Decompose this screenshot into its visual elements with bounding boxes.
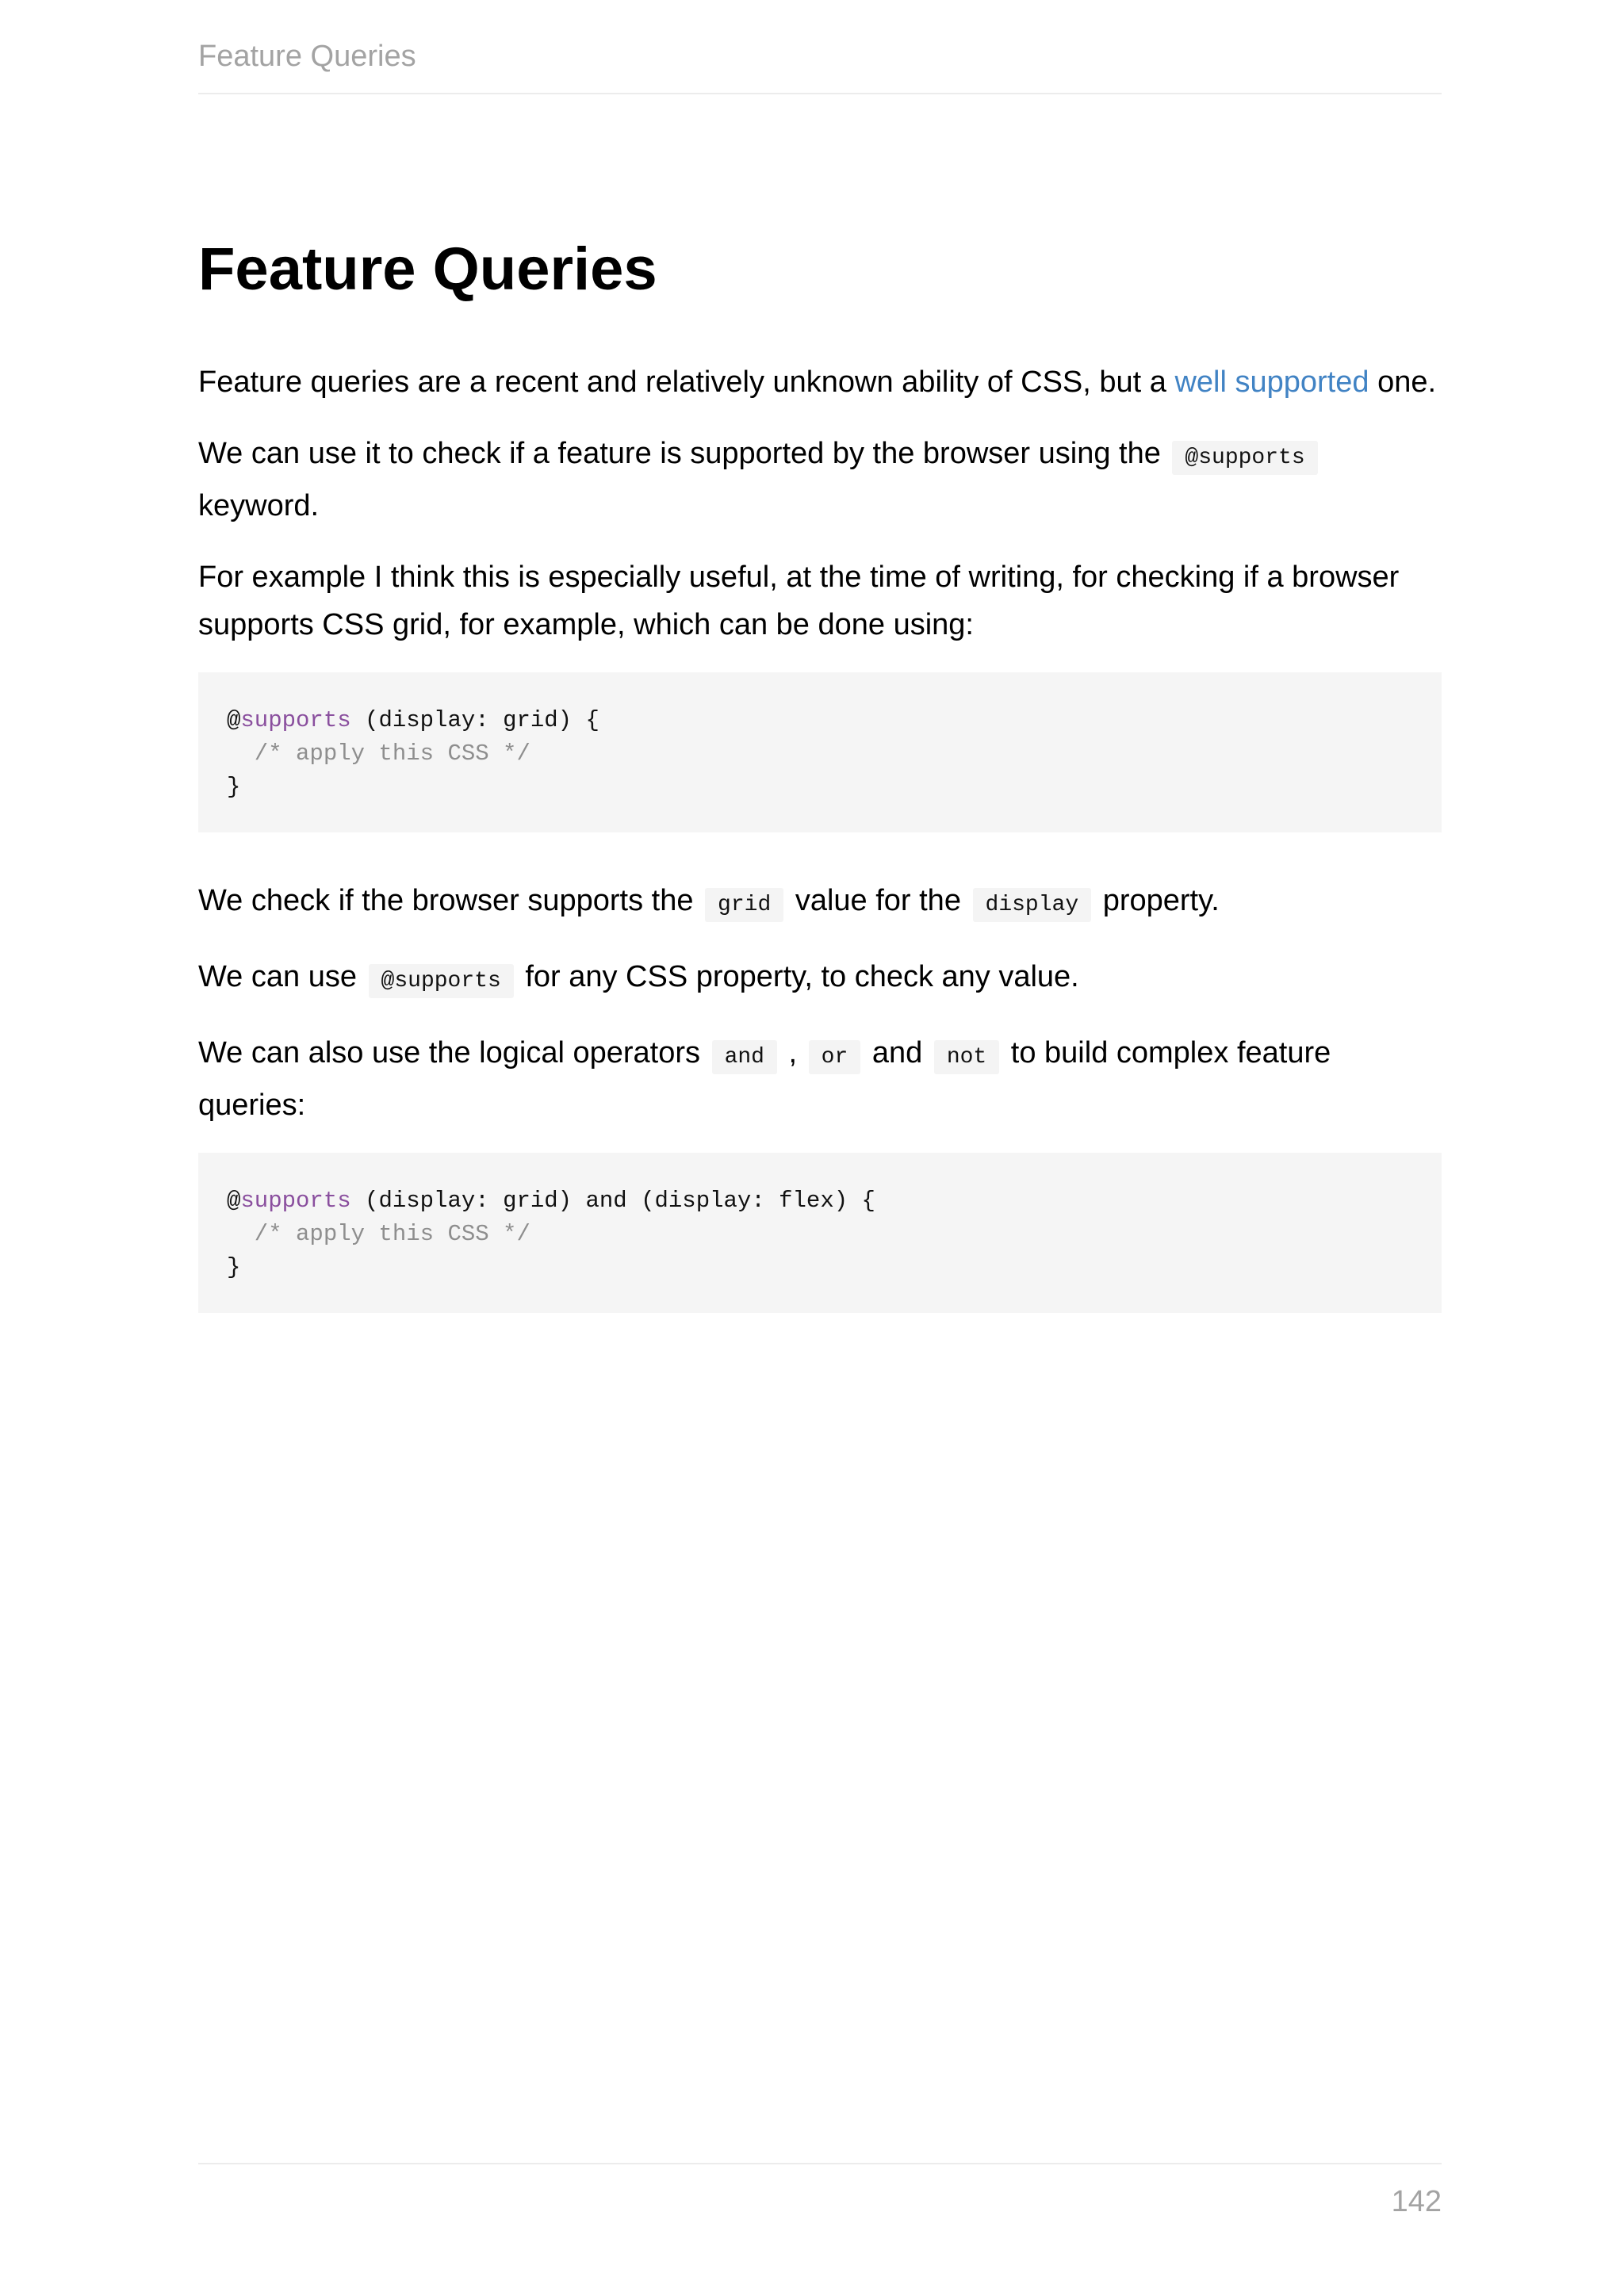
code-at-sign: @ bbox=[227, 1188, 241, 1214]
page bbox=[198, 0, 1442, 2296]
logical-operators-paragraph bbox=[198, 1029, 1442, 1129]
header-divider bbox=[198, 93, 1442, 94]
code-at-sign: @ bbox=[227, 707, 241, 733]
footer-divider bbox=[198, 2163, 1442, 2164]
page-title: Feature Queries bbox=[198, 235, 657, 303]
separator-and: and bbox=[864, 1036, 931, 1070]
paragraph-text-end: to build complex feature queries: bbox=[198, 1036, 1331, 1122]
article-content bbox=[198, 222, 1442, 1357]
page-number: 142 bbox=[1391, 2185, 1442, 2218]
supports-keyword-paragraph bbox=[198, 430, 1442, 530]
paragraph-text-end: for any CSS property, to check any value. bbox=[516, 960, 1079, 993]
code-keyword: supports bbox=[240, 707, 351, 733]
example-paragraph: For example I think this is especially useful, at the time of writing, for checking if a browser supports CSS grid, for example, which can be done using: bbox=[198, 561, 1400, 641]
paragraph-text-end: property. bbox=[1094, 884, 1220, 917]
any-property-paragraph bbox=[198, 953, 1442, 1005]
intro-text: Feature queries are a recent and relatively unknown ability of CSS, but a bbox=[198, 365, 1175, 399]
code-block-grid-and-flex bbox=[198, 1153, 1442, 1313]
inline-code-and: and bbox=[712, 1040, 777, 1074]
paragraph-text: We can also use the logical operators bbox=[198, 1036, 709, 1070]
code-closing-brace: } bbox=[227, 774, 241, 800]
code-keyword: supports bbox=[240, 1188, 351, 1214]
code-condition: (display: grid) and (display: flex) { bbox=[350, 1188, 875, 1214]
code-comment: /* apply this CSS */ bbox=[227, 740, 530, 767]
code-comment: /* apply this CSS */ bbox=[227, 1221, 530, 1247]
paragraph-text: We check if the browser supports the bbox=[198, 884, 703, 917]
paragraph-text: We can use bbox=[198, 960, 366, 993]
code-condition: (display: grid) { bbox=[350, 707, 599, 733]
separator-comma: , bbox=[779, 1036, 806, 1070]
code-closing-brace: } bbox=[227, 1254, 241, 1280]
paragraph-text: We can use it to check if a feature is supported by the browser using the bbox=[198, 437, 1170, 470]
inline-code-display: display bbox=[973, 888, 1092, 922]
code-block-grid bbox=[198, 672, 1442, 832]
well-supported-link[interactable]: well supported bbox=[1174, 365, 1369, 399]
inline-code-supports: @supports bbox=[1172, 441, 1317, 475]
intro-paragraph bbox=[198, 358, 1442, 406]
inline-code-supports: @supports bbox=[369, 964, 514, 998]
intro-text-end: one. bbox=[1369, 365, 1437, 399]
inline-code-not: not bbox=[934, 1040, 999, 1074]
inline-code-or: or bbox=[809, 1040, 861, 1074]
inline-code-grid: grid bbox=[705, 888, 783, 922]
grid-check-paragraph bbox=[198, 877, 1442, 929]
running-header: Feature Queries bbox=[198, 40, 416, 73]
paragraph-text-middle: value for the bbox=[787, 884, 970, 917]
paragraph-text-end: keyword. bbox=[198, 489, 320, 522]
